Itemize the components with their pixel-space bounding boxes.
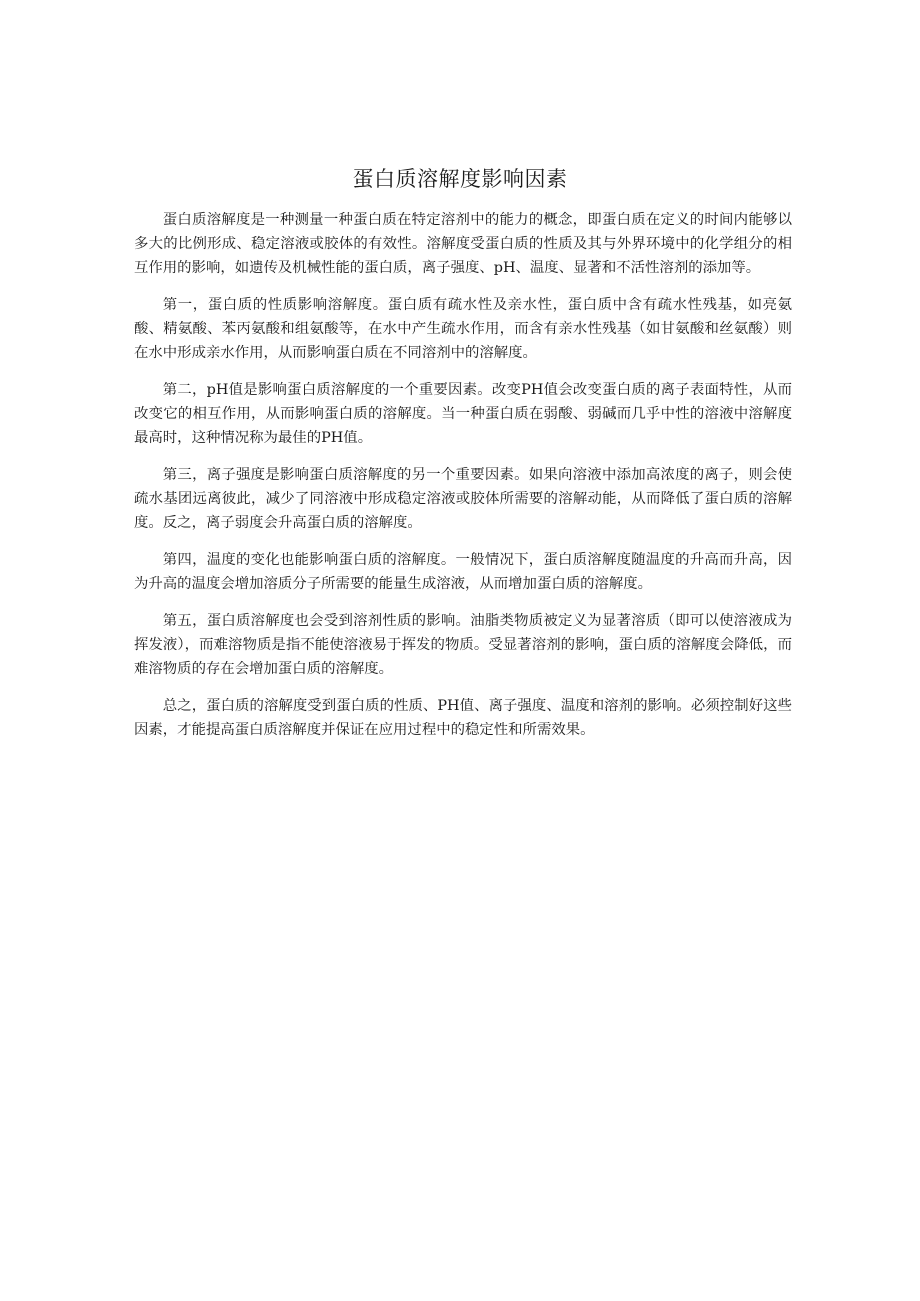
paragraph-solvent: 第五，蛋白质溶解度也会受到溶剂性质的影响。油脂类物质被定义为显著溶质（即可以使溶液成为挥发液），而难溶物质是指不能使溶液易于挥发的物质。受显著溶剂的影响，蛋白质的溶解度会降低，而难溶物质的存在会增加蛋白质的溶解度。 [134,613,792,677]
document-title: 蛋白质溶解度影响因素 [352,167,568,191]
paragraph-intro: 蛋白质溶解度是一种测量一种蛋白质在特定溶剂中的能力的概念，即蛋白质在定义的时间内能够以多大的比例形成、稳定溶液或胶体的有效性。溶解度受蛋白质的性质及其与外界环境中的化学组分的相互作用的影响，如遗传及机械性能的蛋白质，离子强度、pH、温度、显著和不活性溶剂的添加等。 [134,212,792,276]
paragraph-protein-properties: 第一，蛋白质的性质影响溶解度。蛋白质有疏水性及亲水性，蛋白质中含有疏水性残基，如亮氨酸、精氨酸、苯丙氨酸和组氨酸等，在水中产生疏水作用，而含有亲水性残基（如甘氨酸和丝氨酸）则在水中形成亲水作用，从而影响蛋白质在不同溶剂中的溶解度。 [134,297,792,361]
paragraph-conclusion: 总之，蛋白质的溶解度受到蛋白质的性质、PH值、离子强度、温度和溶剂的影响。必须控制好这些因素，才能提高蛋白质溶解度并保证在应用过程中的稳定性和所需效果。 [134,698,792,738]
paragraph-ph: 第二，pH值是影响蛋白质溶解度的一个重要因素。改变PH值会改变蛋白质的离子表面特性，从而改变它的相互作用，从而影响蛋白质的溶解度。当一种蛋白质在弱酸、弱碱而几乎中性的溶液中溶解度最高时，这种情况称为最佳的PH值。 [134,382,792,446]
paragraph-ionic-strength: 第三，离子强度是影响蛋白质溶解度的另一个重要因素。如果向溶液中添加高浓度的离子，则会使疏水基团远离彼此，减少了同溶液中形成稳定溶液或胶体所需要的溶解动能，从而降低了蛋白质的溶解度。反之，离子弱度会升高蛋白质的溶解度。 [134,467,792,531]
document-body [134,208,792,755]
paragraph-temperature: 第四，温度的变化也能影响蛋白质的溶解度。一般情况下，蛋白质溶解度随温度的升高而升高，因为升高的温度会增加溶质分子所需要的能量生成溶液，从而增加蛋白质的溶解度。 [134,552,792,592]
